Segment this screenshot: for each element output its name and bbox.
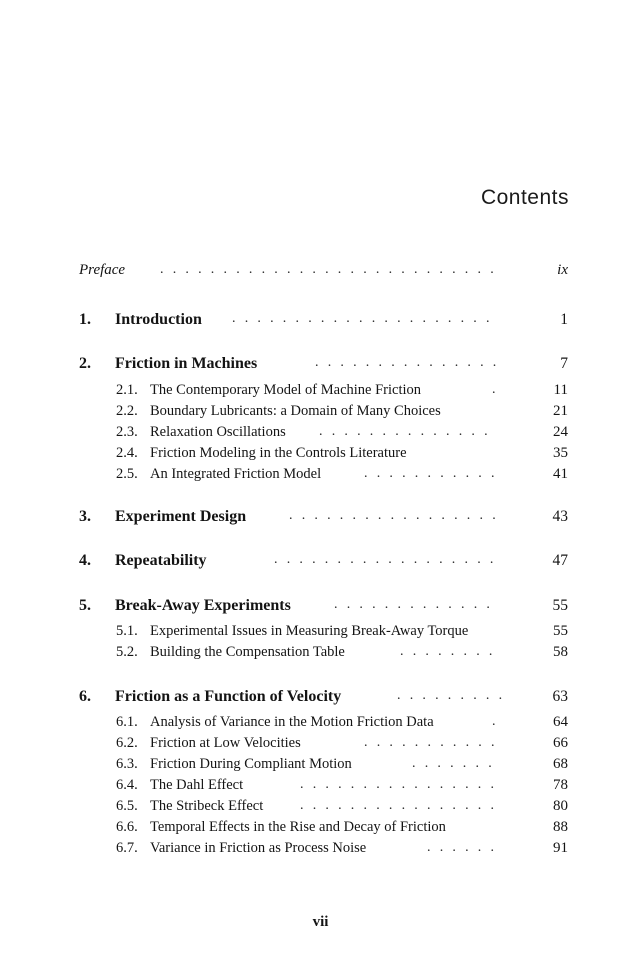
page-number: vii <box>312 914 329 930</box>
toc-entry-page: 35 <box>553 445 568 461</box>
toc-section-entry[interactable] <box>0 819 641 839</box>
toc-entry-title: Friction During Compliant Motion <box>150 756 352 772</box>
toc-entry-page: 21 <box>553 403 568 419</box>
toc-entry-title: Break-Away Experiments <box>115 597 291 614</box>
toc-entry-number: 2.5. <box>116 466 138 482</box>
toc-entry-title: Friction Modeling in the Controls Literature <box>150 445 407 461</box>
toc-entry-page: 43 <box>552 508 568 525</box>
toc-entry-title: Analysis of Variance in the Motion Friction Data <box>150 714 434 730</box>
dot-leader: ..................... <box>232 311 499 326</box>
toc-entry-page: 47 <box>552 552 568 569</box>
dot-leader: .............. <box>319 424 497 439</box>
toc-section-entry[interactable] <box>0 445 641 465</box>
toc-section-entry[interactable] <box>0 644 641 664</box>
toc-entry-title: The Dahl Effect <box>150 777 244 793</box>
toc-entry-page: 88 <box>553 819 568 835</box>
toc-entry-title: Experimental Issues in Measuring Break-Away Torque <box>150 623 469 639</box>
toc-section-entry[interactable] <box>0 424 641 444</box>
toc-entry-number: 1. <box>79 311 91 328</box>
dot-leader: ....... <box>412 756 501 771</box>
dot-leader: ................. <box>289 508 505 523</box>
toc-section-entry[interactable] <box>0 466 641 486</box>
toc-entry-title: Boundary Lubricants: a Domain of Many Choices <box>150 403 441 419</box>
toc-section-entry[interactable] <box>0 756 641 776</box>
toc-preface-entry[interactable] <box>0 262 641 282</box>
toc-entry-number: 4. <box>79 552 91 569</box>
dot-leader: ........................... <box>160 262 503 277</box>
toc-entry-title: Friction as a Function of Velocity <box>115 688 342 705</box>
toc-entry-number: 3. <box>79 508 91 525</box>
dot-leader: ........... <box>364 735 504 750</box>
toc-entry-page: 41 <box>553 466 568 482</box>
toc-chapter-entry[interactable] <box>0 508 641 528</box>
toc-entry-page: 24 <box>553 424 568 440</box>
toc-entry-number: 5.2. <box>116 644 138 660</box>
toc-entry-number: 6.4. <box>116 777 138 793</box>
toc-entry-number: 6.5. <box>116 798 138 814</box>
toc-entry-page: 55 <box>553 623 568 639</box>
toc-entry-title: Temporal Effects in the Rise and Decay of Friction <box>150 819 446 835</box>
toc-entry-page: 63 <box>552 688 568 705</box>
dot-leader: . <box>492 714 505 729</box>
toc-entry-number: 2.2. <box>116 403 138 419</box>
toc-entry-title: An Integrated Friction Model <box>150 466 322 482</box>
contents-heading: Contents <box>480 186 569 209</box>
toc-entry-number: 2.1. <box>116 382 138 398</box>
toc-entry-title: The Contemporary Model of Machine Friction <box>150 382 422 398</box>
toc-entry-number: 6.7. <box>116 840 138 856</box>
dot-leader: ........ <box>400 644 502 659</box>
toc-entry-page: 55 <box>552 597 568 614</box>
toc-section-entry[interactable] <box>0 777 641 797</box>
toc-entry-title: Preface <box>79 262 126 278</box>
toc-entry-number: 2. <box>79 355 91 372</box>
toc-entry-title: The Stribeck Effect <box>150 798 264 814</box>
dot-leader: ................ <box>300 798 504 813</box>
toc-entry-number: 6.2. <box>116 735 138 751</box>
toc-entry-page: 64 <box>553 714 568 730</box>
toc-entry-page: ix <box>557 262 568 278</box>
toc-section-entry[interactable] <box>0 382 641 402</box>
toc-entry-number: 6.1. <box>116 714 138 730</box>
dot-leader: . <box>492 382 505 397</box>
toc-entry-page: 78 <box>553 777 568 793</box>
toc-chapter-entry[interactable] <box>0 552 641 572</box>
toc-entry-title: Friction at Low Velocities <box>150 735 301 751</box>
dot-leader: ............. <box>334 597 500 612</box>
toc-section-entry[interactable] <box>0 735 641 755</box>
toc-entry-title: Variance in Friction as Process Noise <box>150 840 367 856</box>
dot-leader: ...... <box>427 840 504 855</box>
toc-entry-number: 5.1. <box>116 623 138 639</box>
toc-entry-title: Building the Compensation Table <box>150 644 345 660</box>
toc-entry-number: 6.3. <box>116 756 138 772</box>
toc-chapter-entry[interactable] <box>0 597 641 617</box>
toc-entry-page: 7 <box>560 355 568 372</box>
toc-section-entry[interactable] <box>0 623 641 643</box>
toc-entry-number: 2.4. <box>116 445 138 461</box>
toc-entry-number: 6.6. <box>116 819 138 835</box>
toc-entry-title: Friction in Machines <box>115 355 258 372</box>
dot-leader: ........... <box>364 466 504 481</box>
toc-entry-title: Experiment Design <box>115 508 247 525</box>
dot-leader: ......... <box>397 688 512 703</box>
toc-entry-number: 2.3. <box>116 424 138 440</box>
toc-entry-title: Relaxation Oscillations <box>150 424 286 440</box>
dot-leader: ................ <box>300 777 504 792</box>
toc-entry-page: 68 <box>553 756 568 772</box>
toc-entry-number: 6. <box>79 688 91 705</box>
toc-entry-page: 1 <box>560 311 568 328</box>
dot-leader: ............... <box>315 355 506 370</box>
toc-chapter-entry[interactable] <box>0 355 641 375</box>
toc-entry-page: 58 <box>553 644 568 660</box>
dot-leader: .................. <box>274 552 503 567</box>
toc-chapter-entry[interactable] <box>0 688 641 708</box>
toc-entry-title: Introduction <box>115 311 202 328</box>
toc-entry-number: 5. <box>79 597 91 614</box>
toc-section-entry[interactable] <box>0 798 641 818</box>
toc-entry-title: Repeatability <box>115 552 207 569</box>
toc-chapter-entry[interactable] <box>0 311 641 331</box>
toc-section-entry[interactable] <box>0 714 641 734</box>
toc-entry-page: 11 <box>553 382 568 398</box>
toc-entry-page: 80 <box>553 798 568 814</box>
toc-entry-page: 91 <box>553 840 568 856</box>
toc-section-entry[interactable] <box>0 840 641 860</box>
toc-entry-page: 66 <box>553 735 568 751</box>
toc-section-entry[interactable] <box>0 403 641 423</box>
